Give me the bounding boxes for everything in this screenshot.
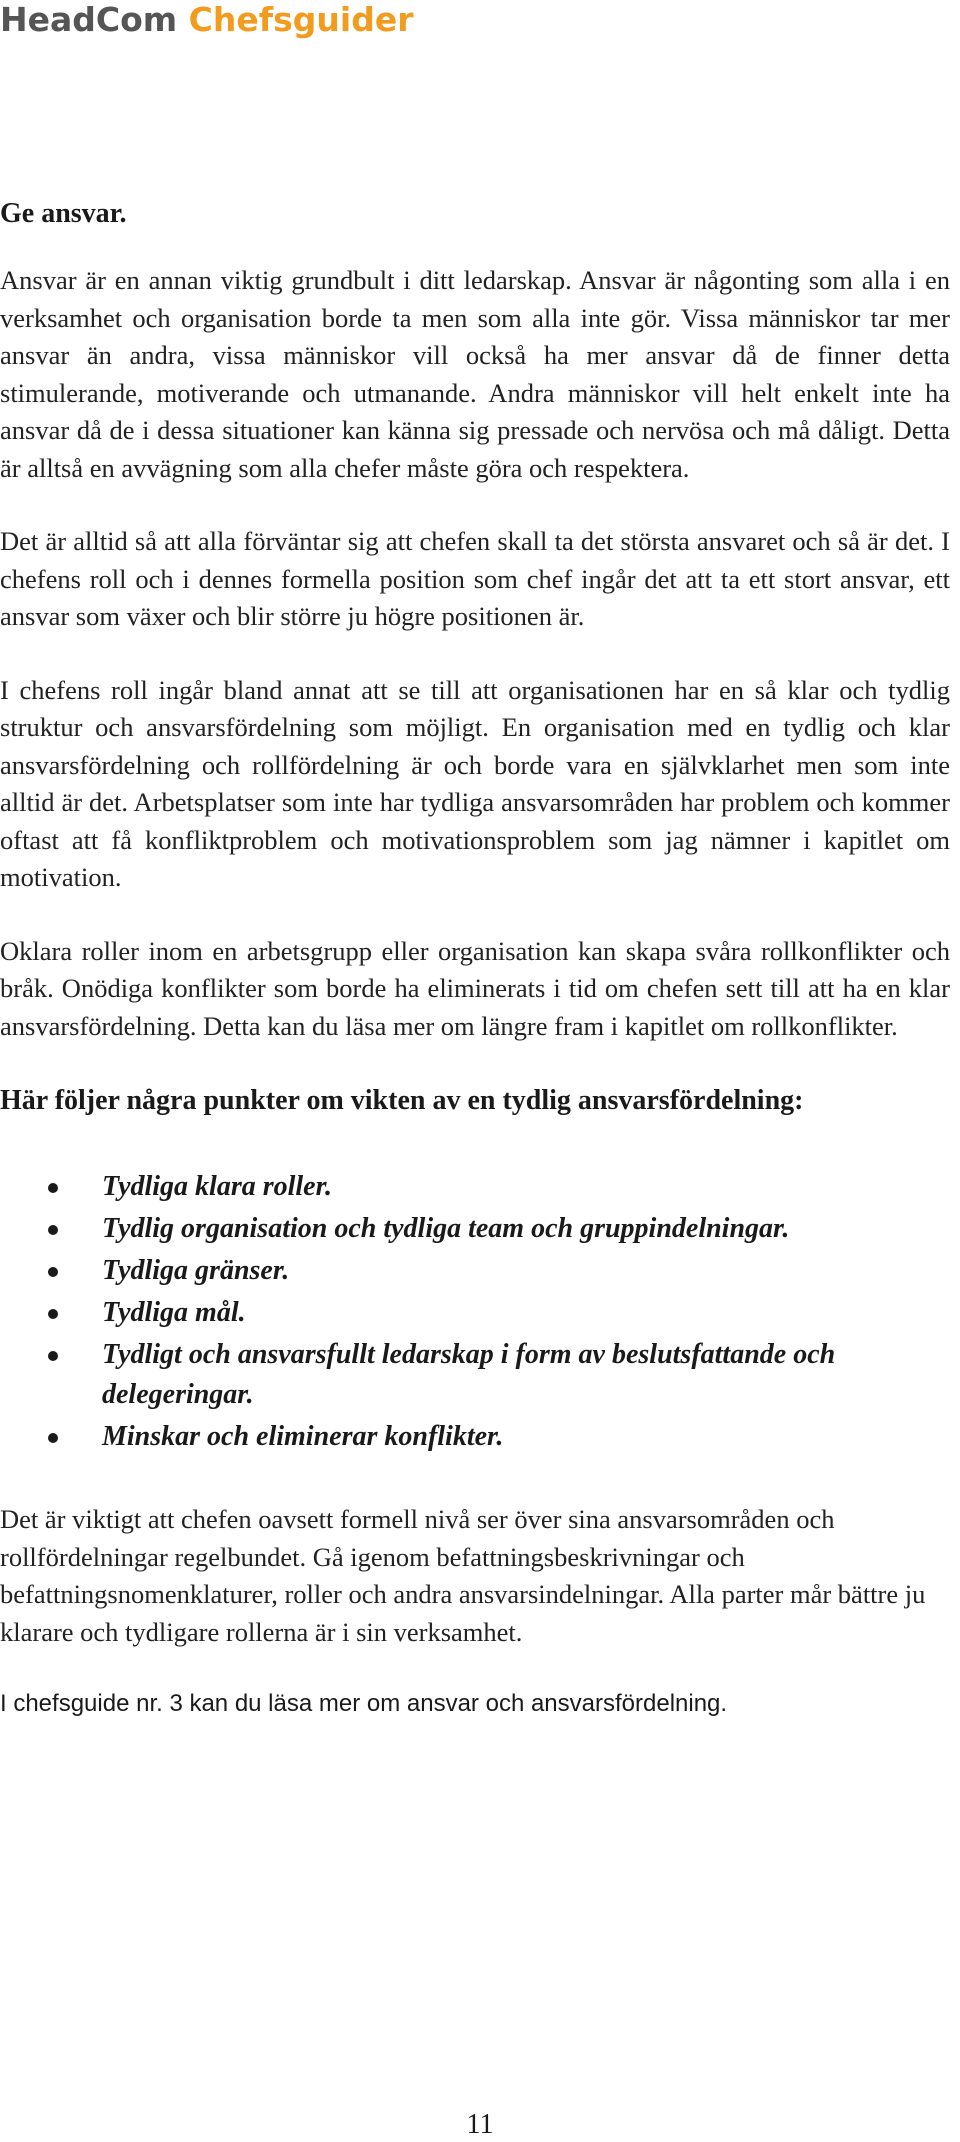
page-number: 11 xyxy=(466,2109,494,2140)
list-item xyxy=(0,1251,950,1291)
points-list xyxy=(0,1167,950,1457)
list-item xyxy=(0,1209,950,1249)
bullet-icon xyxy=(48,1183,58,1193)
list-item-text: Tydliga klara roller. xyxy=(102,1171,332,1202)
points-heading: Här följer några punkter om vikten av en tydlig ansvarsfördelning: xyxy=(0,1085,804,1116)
list-item xyxy=(0,1167,950,1207)
paragraph: Ansvar är en annan viktig grundbult i ditt ledarskap. Ansvar är någonting som alla i en verksamhet och organisation borde ta men som alla inte gör. Vissa människor tar mer ansvar än andra, vissa människor vill också ha mer ansvar då de finner detta stimulerande, motiverande och utmanande. Andra människor vill helt enkelt inte ha ansvar då de i dessa situationer kan känna sig pressade och nervösa och må dåligt. Detta är alltså en avvägning som alla chefer måste göra och respektera. xyxy=(0,265,950,483)
brand-product: Chefsguider xyxy=(188,0,414,39)
brand-header xyxy=(0,0,413,40)
list-item-text: Tydlig organisation och tydliga team och gruppindelningar. xyxy=(102,1213,790,1244)
bullet-icon xyxy=(48,1267,58,1277)
paragraph: Det är alltid så att alla förväntar sig att chefen skall ta det största ansvaret och så är det. I chefens roll och i dennes formella position som chef ingår det att ta ett stort ansvar, ett ansvar som växer och blir större ju högre positionen är. xyxy=(0,526,950,631)
brand-name: HeadCom xyxy=(0,0,178,39)
bullet-icon xyxy=(48,1351,58,1361)
paragraph: Oklara roller inom en arbetsgrupp eller organisation kan skapa svåra rollkonflikter och bråk. Onödiga konflikter som borde ha eliminerats i tid om chefen sett till att ha en klar ansvarsfördelning. Detta kan du läsa mer om längre fram i kapitlet om rollkonflikter. xyxy=(0,935,950,1041)
list-item-text: Minskar och eliminerar konflikter. xyxy=(102,1421,504,1452)
list-item-text: Tydliga mål. xyxy=(102,1297,246,1328)
list-item-text: Tydligt och ansvarsfullt ledarskap i form av beslutsfattande och delegeringar. xyxy=(102,1339,836,1410)
list-item-text: Tydliga gränser. xyxy=(102,1255,290,1286)
list-item xyxy=(0,1417,950,1457)
closing-paragraph: Det är viktigt att chefen oavsett formell nivå ser över sina ansvarsområden och rollfördelningar regelbundet. Gå igenom befattningsbeskrivningar och befattningsnomenklaturer, roller och andra ansvarsindelningar. Alla parter mår bättre ju klarare och tydligare rollerna är i sin verksamhet. xyxy=(0,1504,926,1647)
page-content xyxy=(0,194,950,1721)
section-title: Ge ansvar. xyxy=(0,198,127,229)
reference-note: I chefsguide nr. 3 kan du läsa mer om ansvar och ansvarsfördelning. xyxy=(0,1690,728,1717)
list-item xyxy=(0,1293,950,1333)
bullet-icon xyxy=(48,1225,58,1235)
list-item xyxy=(0,1335,950,1415)
paragraph: I chefens roll ingår bland annat att se till att organisationen har en så klar och tydlig struktur och ansvarsfördelning som möjligt. En organisation med en tydlig och klar ansvarsfördelning och rollfördelning är och borde vara en självklarhet men som inte alltid är det. Arbetsplatser som inte har tydliga ansvarsområden har problem och kommer oftast att få konfliktproblem och motivationsproblem som jag nämner i kapitlet om motivation. xyxy=(0,674,950,892)
bullet-icon xyxy=(48,1309,58,1319)
bullet-icon xyxy=(48,1433,58,1443)
